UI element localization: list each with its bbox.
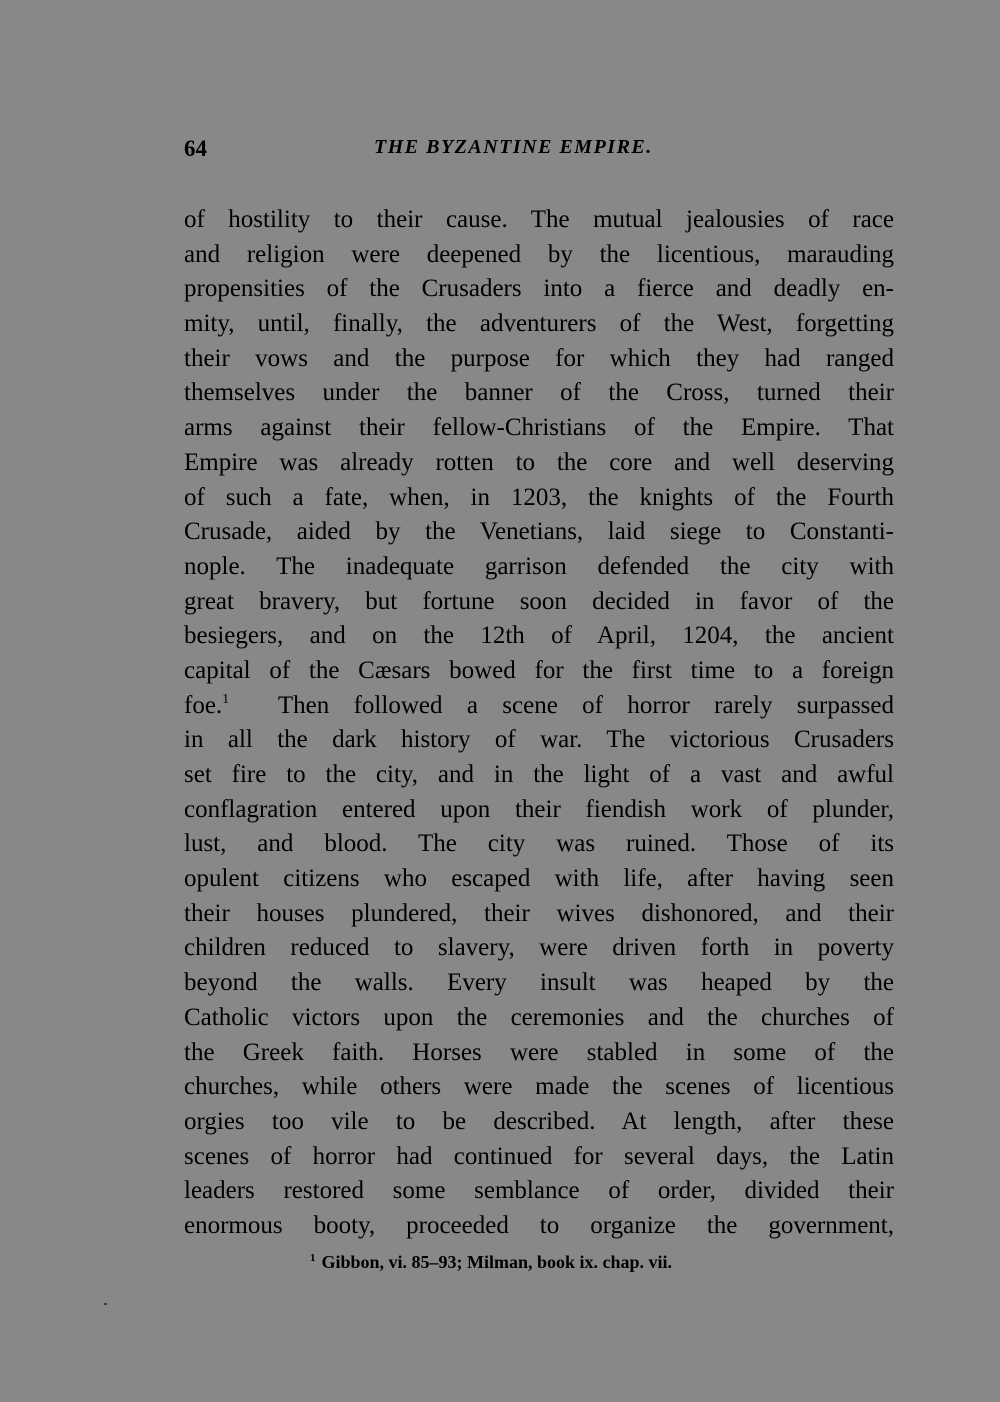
text-line: scenes of horror had continued for several days, the Latin [184,1142,894,1170]
text-line: the Greek faith. Horses were stabled in some of the [184,1038,894,1066]
text-line: besiegers, and on the 12th of April, 1204, the ancient [184,622,894,650]
footnote-mark: 1 [310,1252,316,1264]
footnote-text: Gibbon, vi. 85–93; Milman, book ix. chap. vii. [321,1252,673,1272]
text-line: children reduced to slavery, were driven forth in poverty [184,934,894,962]
text-line-with-footnote [184,689,894,724]
text-line: Crusade, aided by the Venetians, laid siege to Constanti- [184,518,894,546]
text-line: and religion were deepened by the licentious, marauding [184,240,894,268]
text-line: orgies too vile to be described. At length, after these [184,1107,894,1135]
footnote-reference: 1 [222,691,230,707]
text-line: their vows and the purpose for which they had ranged [184,344,894,372]
text-line: enormous booty, proceeded to organize the government, [184,1211,894,1239]
text-fragment: Then followed a scene of horror rarely surpassed [277,691,894,719]
text-line: propensities of the Crusaders into a fierce and deadly en- [184,275,894,303]
scan-speck [104,1303,107,1305]
running-head [184,136,894,168]
text-line: themselves under the banner of the Cross, turned their [184,379,894,407]
text-line: conflagration entered upon their fiendish work of plunder, [184,795,894,823]
text-line: Catholic victors upon the ceremonies and the churches of [184,1003,894,1031]
text-line: set fire to the city, and in the light of a vast and awful [184,761,894,788]
text-line: of hostility to their cause. The mutual jealousies of race [184,206,894,233]
text-fragment: foe. [184,691,223,719]
text-line: great bravery, but fortune soon decided in favor of the [184,587,894,615]
text-line: of such a fate, when, in 1203, the knights of the Fourth [184,483,894,511]
page-number: 64 [184,136,207,161]
text-line: nople. The inadequate garrison defended the city with [184,552,894,580]
text-line: their houses plundered, their wives dishonored, and their [184,899,894,927]
running-title: THE BYZANTINE EMPIRE. [374,136,653,158]
text-line: in all the dark history of war. The victorious Crusaders [184,726,894,754]
text-line: lust, and blood. The city was ruined. Those of its [184,830,894,858]
text-line: churches, while others were made the scenes of licentious [184,1073,894,1101]
text-line: mity, until, finally, the adventurers of the West, forgetting [184,310,894,338]
text-line: opulent citizens who escaped with life, after having seen [184,865,894,893]
text-line: capital of the Cæsars bowed for the first time to a foreign [184,656,894,684]
text-line: beyond the walls. Every insult was heaped by the [184,969,894,997]
body-text [184,203,894,1244]
footnote [310,1252,790,1273]
text-line: Empire was already rotten to the core and well deserving [184,448,894,476]
text-line: leaders restored some semblance of order, divided their [184,1177,894,1205]
text-line: arms against their fellow-Christians of the Empire. That [184,414,894,442]
